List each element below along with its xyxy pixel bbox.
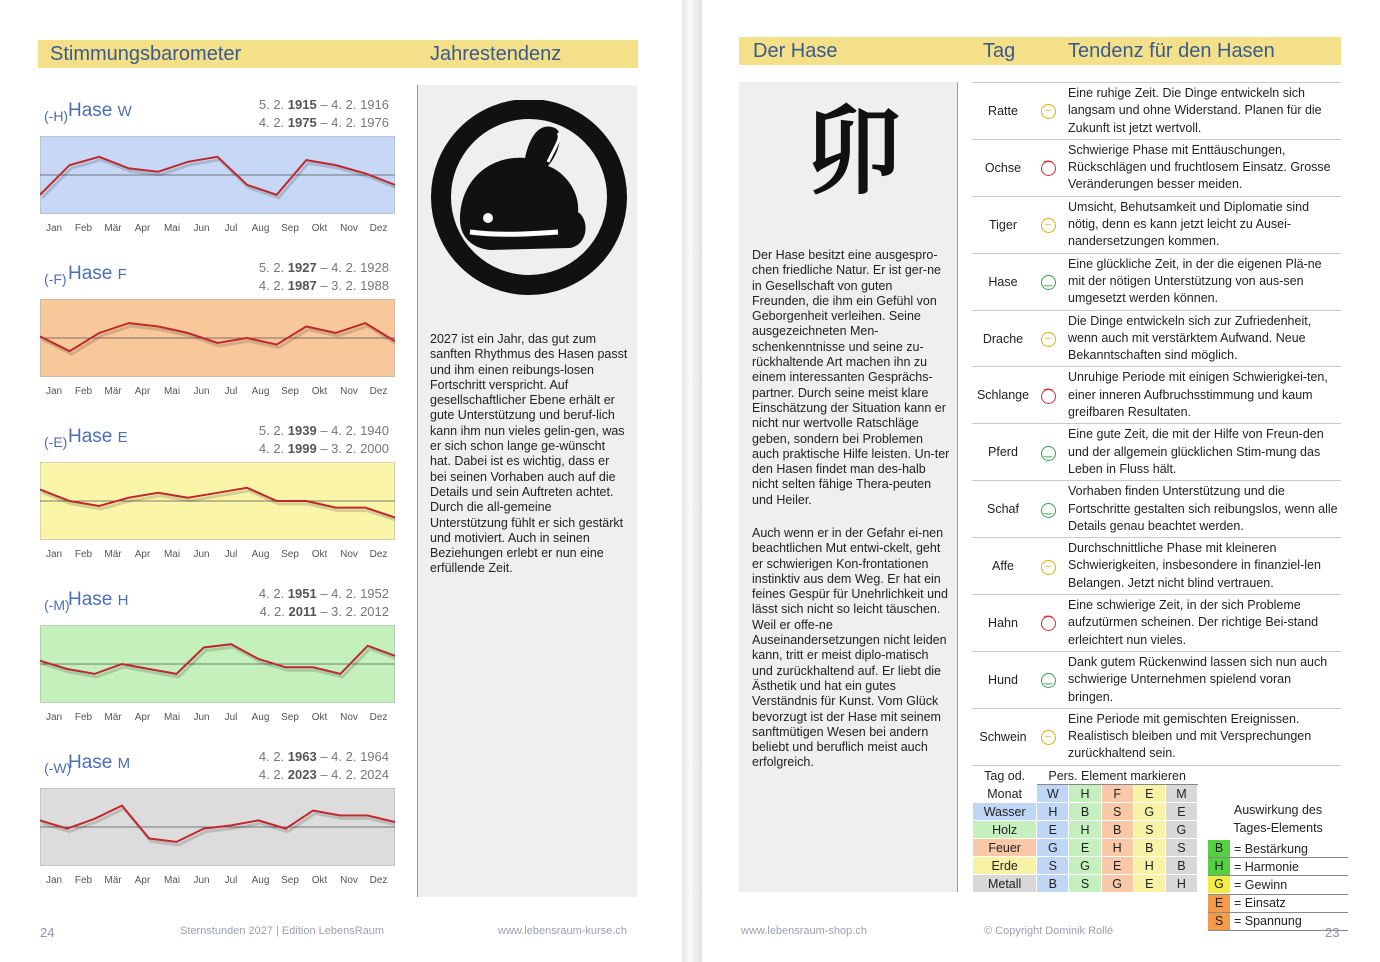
tendency-row: [972, 595, 1341, 652]
happy-face-icon: ‿: [1041, 673, 1056, 688]
tendency-text: Dank gutem Rückenwind lassen sich nun auch schwierige Unternehmen spielend voran bringen.: [1062, 651, 1341, 708]
elem-cell: E: [1069, 839, 1101, 857]
left-footer-url[interactable]: www.lebensraum-kurse.ch: [498, 925, 627, 937]
mood-icon: [1034, 253, 1062, 310]
month-label: Dez: [369, 386, 388, 397]
elem-row-label: Wasser: [973, 803, 1037, 821]
elem-row-label: Metall: [973, 875, 1037, 893]
elem-cell: B: [1133, 839, 1165, 857]
elem-cell: E: [1133, 875, 1165, 893]
month-label: Dez: [369, 549, 388, 560]
month-label: Aug: [251, 386, 270, 397]
month-label: Apr: [134, 223, 151, 234]
left-header-title: Stimmungsbarometer: [50, 43, 242, 65]
month-label: Jun: [193, 712, 210, 723]
month-label: Jun: [193, 549, 210, 560]
right-footer-copyright: © Copyright Dominik Rollé: [984, 925, 1114, 937]
month-label: Nov: [340, 386, 358, 397]
legend-value: = Spannung: [1234, 914, 1302, 929]
month-axis: [40, 712, 395, 726]
legend-key: E: [1208, 895, 1230, 912]
month-label: Okt: [311, 223, 328, 234]
elem-header-1: Tag od.: [973, 767, 1037, 785]
month-label: Sep: [281, 223, 299, 234]
elem-cell: B: [1037, 875, 1069, 893]
tendency-animal: Hahn: [972, 595, 1034, 652]
mood-icon: [1034, 651, 1062, 708]
elem-cell: G: [1133, 803, 1165, 821]
month-label: Jul: [224, 712, 238, 723]
month-label: Jul: [224, 223, 238, 234]
tendency-animal: Hund: [972, 651, 1034, 708]
month-label: Apr: [134, 875, 151, 886]
year-ranges: 5. 2. 1927 – 4. 2. 1928 4. 2. 1987 – 3. 2. 1988: [258, 260, 389, 293]
month-label: Feb: [74, 875, 93, 886]
month-label: Dez: [369, 712, 388, 723]
right-header: [739, 37, 1341, 65]
month-label: Jan: [45, 712, 63, 723]
sad-face-icon: ⁀: [1041, 389, 1056, 404]
right-page-number: 23: [1325, 925, 1340, 940]
month-label: Aug: [251, 875, 270, 886]
element-legend: [1208, 803, 1348, 931]
month-label: Jun: [193, 386, 210, 397]
right-footer-url[interactable]: www.lebensraum-shop.ch: [741, 925, 867, 937]
legend-value: = Harmonie: [1234, 859, 1299, 874]
month-label: Jun: [193, 875, 210, 886]
element-table: [972, 766, 1198, 893]
legend-key: H: [1208, 858, 1230, 875]
tendency-text: Unruhige Periode mit einigen Schwierigkei-ten, einer inneren Aufbruchsstimmung und kaum greifbaren Resultaten.: [1062, 367, 1341, 424]
year-ranges: 5. 2. 1915 – 4. 2. 1916 4. 2. 1975 – 4. 2. 1976: [258, 97, 389, 130]
element-prefix: (-M): [44, 597, 70, 613]
elem-cell: G: [1101, 875, 1133, 893]
month-label: Mär: [104, 386, 122, 397]
element-prefix: (-W): [44, 760, 72, 776]
tendency-text: Eine schwierige Zeit, in der sich Probleme aufzutürmen scheinen. Der richtige Bei-stand erleichtert nun vieles.: [1062, 595, 1341, 652]
legend-row: [1208, 858, 1348, 876]
elem-cell: B: [1165, 857, 1197, 875]
tendency-row: [972, 83, 1341, 140]
month-label: Aug: [251, 223, 270, 234]
month-label: Okt: [311, 549, 328, 560]
mood-icon: [1034, 424, 1062, 481]
animal-header: [40, 585, 395, 625]
neutral-face-icon: –: [1041, 730, 1056, 745]
animal-header: [40, 422, 395, 462]
elem-cell: B: [1069, 803, 1101, 821]
month-label: Feb: [74, 712, 93, 723]
neutral-face-icon: –: [1041, 104, 1056, 119]
tendency-row: [972, 310, 1341, 367]
tendency-animal: Schwein: [972, 708, 1034, 765]
month-label: Jul: [224, 875, 238, 886]
neutral-face-icon: –: [1041, 560, 1056, 575]
legend-key: S: [1208, 913, 1230, 930]
elem-cell: H: [1037, 803, 1069, 821]
month-label: Mai: [163, 712, 181, 723]
hase-description-1: Der Hase besitzt eine ausgespro-chen friedliche Natur. Er ist ger-ne in Gesellschaft von guten Freunden, die ihm ein Gefühl von Geborgenheit verleihen. Seine ausgezeichneten Men-schenkenntnisse und seine zu-rückhaltende Art machen ihn zu einem interessanten Gesprächs-partner. Durch seine meist klare Einschätzung der Situation kann er nicht nur wertvolle Ratschläge geben, sondern bei Problemen auch praktische Hilfe leisten. Un-ter den Hasen findet man des-halb nicht selten fähige Thera-peuten und Heiler.: [752, 248, 950, 507]
elem-cell: S: [1037, 857, 1069, 875]
elem-header-pers: Pers. Element markieren: [1037, 767, 1198, 785]
mood-icon: [1034, 367, 1062, 424]
mood-chart: [40, 136, 395, 214]
elem-column-head[interactable]: W: [1037, 785, 1069, 803]
month-label: Feb: [74, 386, 93, 397]
tendency-animal: Hase: [972, 253, 1034, 310]
animal-name: Hase H: [68, 589, 129, 610]
tendency-animal: Ratte: [972, 83, 1034, 140]
animal-header: [40, 259, 395, 299]
tendency-text: Die Dinge entwickeln sich zur Zufriedenheit, wenn auch mit verstärktem Aufwand. Neue Bekanntschaften sind möglich.: [1062, 310, 1341, 367]
month-label: Mai: [163, 386, 181, 397]
animal-name: Hase E: [68, 426, 128, 447]
month-label: Jan: [45, 875, 63, 886]
month-label: Mär: [104, 712, 122, 723]
hase-glyph: 卯: [805, 95, 901, 208]
tendency-animal: Drache: [972, 310, 1034, 367]
month-axis: [40, 549, 395, 563]
month-label: Nov: [340, 223, 358, 234]
month-label: Mai: [163, 223, 181, 234]
tendency-row: [972, 196, 1341, 253]
right-header-title: Der Hase: [753, 40, 838, 62]
month-label: Jul: [224, 386, 238, 397]
tendency-animal: Tiger: [972, 196, 1034, 253]
month-label: Okt: [311, 875, 328, 886]
month-label: Nov: [340, 549, 358, 560]
animal-header: [40, 748, 395, 788]
tendency-row: [972, 481, 1341, 538]
element-prefix: (-F): [44, 271, 67, 287]
tendency-animal: Affe: [972, 538, 1034, 595]
elem-cell: E: [1037, 821, 1069, 839]
animal-name: Hase M: [68, 752, 131, 773]
tendency-animal: Schaf: [972, 481, 1034, 538]
month-label: Mai: [163, 875, 181, 886]
tendency-text: Vorhaben finden Unterstützung und die Fortschritte gestalten sich reibungslos, wenn alle Details genau beachtet werden.: [1062, 481, 1341, 538]
legend-value: = Bestärkung: [1234, 841, 1309, 856]
mood-icon: [1034, 139, 1062, 196]
happy-face-icon: ‿: [1041, 275, 1056, 290]
tendency-text: Schwierige Phase mit Enttäuschungen, Rückschlägen und fruchtlosem Einsatz. Grosse Veränderungen besser meiden.: [1062, 139, 1341, 196]
mood-chart: [40, 625, 395, 703]
month-label: Jun: [193, 223, 210, 234]
tendency-text: Eine ruhige Zeit. Die Dinge entwickeln sich langsam und ohne Widerstand. Planen für die Zukunft ist jetzt wertvoll.: [1062, 83, 1341, 140]
mood-chart: [40, 788, 395, 866]
legend-value: = Einsatz: [1234, 896, 1286, 911]
sad-face-icon: ⁀: [1041, 161, 1056, 176]
legend-row: [1208, 895, 1348, 913]
happy-face-icon: ‿: [1041, 446, 1056, 461]
hase-description-2: Auch wenn er in der Gefahr ei-nen beachtlichen Mut entwi-ckelt, geht er schwierigen Kon-frontationen instinktiv aus dem Weg. Er hat ein feines Gespür für Unehrlichkeit und lässt sich nicht so leicht täuschen. Weil er offe-ne Auseinandersetzungen nicht leiden kann, tritt er meist diplo-matisch und zurückhaltend auf. Er liebt die Ästhetik und hat ein gutes Verständnis für Kunst. Vom Glück bevorzugt ist der Hase mit seinem sanftmütigen Wesen bei andern beliebt und beruflich meist auch erfolgreich.: [752, 526, 948, 770]
tendency-text: Eine gute Zeit, die mit der Hilfe von Freun-den und der allgemein glücklichen Stim-mung das Leben in Fluss hält.: [1062, 424, 1341, 481]
tendency-row: [972, 367, 1341, 424]
left-page-number: 24: [40, 925, 55, 940]
tendency-table: [972, 82, 1341, 766]
month-axis: [40, 386, 395, 400]
element-prefix: (-E): [44, 434, 68, 450]
mood-icon: [1034, 595, 1062, 652]
mood-chart: [40, 299, 395, 377]
elem-header-2: Monat: [973, 785, 1037, 803]
elem-cell: E: [1101, 857, 1133, 875]
left-footer-title: Sternstunden 2027 | Edition LebensRaum: [180, 925, 385, 937]
month-label: Apr: [134, 549, 151, 560]
elem-cell: S: [1069, 875, 1101, 893]
year-ranges: 4. 2. 1963 – 4. 2. 1964 4. 2. 2023 – 4. 2. 2024: [258, 749, 389, 782]
book-gutter: [682, 0, 702, 962]
month-label: Aug: [251, 549, 270, 560]
month-label: Feb: [74, 549, 93, 560]
month-label: Mai: [163, 549, 181, 560]
happy-face-icon: ‿: [1041, 503, 1056, 518]
elem-cell: S: [1133, 821, 1165, 839]
month-label: Nov: [340, 712, 358, 723]
elem-row-label: Feuer: [973, 839, 1037, 857]
neutral-face-icon: –: [1041, 332, 1056, 347]
year-ranges: 5. 2. 1939 – 4. 2. 1940 4. 2. 1999 – 3. 2. 2000: [258, 423, 389, 456]
legend-key: G: [1208, 876, 1230, 893]
month-label: Mär: [104, 223, 122, 234]
tendency-text: Durchschnittliche Phase mit kleineren Schwierigkeiten, insbesondere in finanziel-len Belangen. Jetzt nicht blind vertrauen.: [1062, 538, 1341, 595]
mood-icon: [1034, 538, 1062, 595]
tendency-text: Eine glückliche Zeit, in der die eigenen Plä-ne mit der nötigen Unterstützung von aus-sen umgesetzt werden können.: [1062, 253, 1341, 310]
element-prefix: (-H): [44, 108, 69, 124]
elem-cell: G: [1069, 857, 1101, 875]
tendency-text: Umsicht, Behutsamkeit und Diplomatie sind nötig, denn es kann jetzt leicht zu Ausei-nandersetzungen kommen.: [1062, 196, 1341, 253]
sad-face-icon: ⁀: [1041, 616, 1056, 631]
mood-icon: [1034, 196, 1062, 253]
legend-row: [1208, 876, 1348, 894]
mood-icon: [1034, 83, 1062, 140]
elem-column-head[interactable]: H: [1069, 785, 1101, 803]
elem-cell: S: [1165, 839, 1197, 857]
month-label: Dez: [369, 223, 388, 234]
elem-column-head[interactable]: M: [1165, 785, 1197, 803]
month-label: Jan: [45, 386, 63, 397]
left-header: [38, 40, 638, 68]
elem-cell: E: [1165, 803, 1197, 821]
tendency-row: [972, 708, 1341, 765]
month-label: Jan: [45, 223, 63, 234]
legend-title-2: Tages-Elements: [1233, 821, 1323, 835]
elem-cell: B: [1101, 821, 1133, 839]
legend-value: = Gewinn: [1234, 877, 1288, 892]
elem-cell: S: [1101, 803, 1133, 821]
rabbit-ink-logo: [430, 100, 628, 295]
tendency-text: Eine Periode mit gemischten Ereignissen. Realistisch bleiben und mit Versprechungen zurückhaltend sein.: [1062, 708, 1341, 765]
month-label: Okt: [311, 712, 328, 723]
legend-key: B: [1208, 840, 1230, 857]
right-header-tag: Tag: [983, 40, 1016, 62]
mood-icon: [1034, 708, 1062, 765]
month-label: Apr: [134, 712, 151, 723]
legend-title-1: Auswirkung des: [1233, 803, 1323, 817]
elem-cell: H: [1165, 875, 1197, 893]
elem-cell: H: [1133, 857, 1165, 875]
jahrestendenz-text: 2027 ist ein Jahr, das gut zum sanften Rhythmus des Hasen passt und ihm einen reibungs-losen Fortschritt verspricht. Auf gesellschaftlicher Ebene erhält er gute Unterstützung und beruf-lich kann ihm nun vieles gelin-gen, was er sich schon lange ge-wünscht hat. Dabei ist es wichtig, dass er bei seinen Vorhaben auch auf die Details und sein Auftreten achtet. Durch die all-gemeine Unterstützung fühlt er sich gestärkt und motiviert. Auch in seinen Beziehungen erlebt er nun eine erfüllende Zeit.: [430, 332, 628, 576]
month-label: Mär: [104, 875, 122, 886]
month-label: Sep: [281, 875, 299, 886]
elem-row-label: Holz: [973, 821, 1037, 839]
month-label: Feb: [74, 223, 93, 234]
tendency-row: [972, 538, 1341, 595]
month-label: Jul: [224, 549, 238, 560]
animal-name: Hase F: [68, 263, 127, 284]
month-label: Okt: [311, 386, 328, 397]
tendency-row: [972, 424, 1341, 481]
elem-row-label: Erde: [973, 857, 1037, 875]
mood-chart: [40, 462, 395, 540]
right-header-tendenz: Tendenz für den Hasen: [1068, 40, 1275, 62]
year-ranges: 4. 2. 1951 – 4. 2. 1952 4. 2. 2011 – 3. 2. 2012: [258, 586, 389, 619]
tendency-row: [972, 651, 1341, 708]
month-label: Nov: [340, 875, 358, 886]
neutral-face-icon: –: [1041, 218, 1056, 233]
month-label: Aug: [251, 712, 270, 723]
elem-cell: G: [1037, 839, 1069, 857]
tendency-row: [972, 139, 1341, 196]
elem-column-head[interactable]: E: [1133, 785, 1165, 803]
elem-cell: H: [1069, 821, 1101, 839]
elem-cell: H: [1101, 839, 1133, 857]
elem-column-head[interactable]: F: [1101, 785, 1133, 803]
month-label: Sep: [281, 386, 299, 397]
month-label: Sep: [281, 549, 299, 560]
tendency-animal: Ochse: [972, 139, 1034, 196]
mood-icon: [1034, 310, 1062, 367]
month-axis: [40, 223, 395, 237]
legend-row: [1208, 840, 1348, 858]
tendency-row: [972, 253, 1341, 310]
month-label: Apr: [134, 386, 151, 397]
month-label: Mär: [104, 549, 122, 560]
animal-header: [40, 96, 395, 136]
mood-icon: [1034, 481, 1062, 538]
month-label: Jan: [45, 549, 63, 560]
left-header-right: Jahrestendenz: [430, 43, 562, 65]
tendency-animal: Schlange: [972, 367, 1034, 424]
animal-name: Hase W: [68, 100, 132, 121]
tendency-animal: Pferd: [972, 424, 1034, 481]
month-axis: [40, 875, 395, 889]
elem-cell: G: [1165, 821, 1197, 839]
month-label: Dez: [369, 875, 388, 886]
month-label: Sep: [281, 712, 299, 723]
